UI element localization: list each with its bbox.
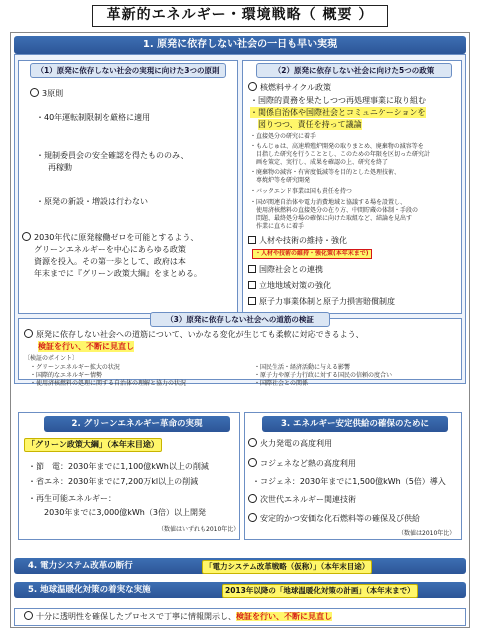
square-bullet-icon bbox=[248, 281, 256, 289]
supply-note: （数値は2010年比） bbox=[398, 530, 456, 537]
principle-item: 再稼動 bbox=[48, 163, 72, 172]
policy-detail: 使用済核燃料の直接処分の在り方、中間貯蔵の体制・手段の bbox=[256, 207, 419, 214]
verification-point: ・原子力や原子力行政に対する国民の信頼の度合い bbox=[254, 372, 393, 379]
supply-item: 火力発電の高度利用 bbox=[248, 438, 332, 449]
green-item: ・節 電：2030年までに1,100億kWh以上の削減 bbox=[28, 462, 209, 471]
power-system-highlight: 「電力システム改革戦略（仮称）」（本年末目途） bbox=[202, 560, 372, 574]
section5-header: 5. 地球温暖化対策の着実な実施 bbox=[14, 582, 466, 598]
footer-line: 十分に透明性を確保したプロセスで丁寧に情報開示し、検証を行い、不断に見直し bbox=[24, 611, 332, 622]
green-item: 2030年までに3,000億kWh（3倍）以上開発 bbox=[44, 508, 206, 517]
policy-detail: 作業に直ちに着手 bbox=[256, 223, 305, 230]
verification-point: ・グリーンエネルギー拡大の状況 bbox=[30, 364, 120, 371]
circle-bullet-icon bbox=[24, 329, 33, 338]
section3-header: 3. エネルギー安定供給の確保のために bbox=[262, 416, 448, 432]
goal-line: グリーンエネルギーを中心にあらゆる政策 bbox=[34, 245, 186, 254]
verification-highlight: 検証を行い、不断に見直し bbox=[38, 342, 134, 351]
supply-item: 安定的かつ安価な化石燃料等の確保及び供給 bbox=[248, 513, 420, 524]
circle-bullet-icon bbox=[248, 458, 257, 467]
goal-line: 資源を投入。その第一歩として、政府は本 bbox=[34, 257, 186, 266]
policy-detail: 画を策定、実行し、成果を確認の上、研究を終了 bbox=[256, 159, 389, 166]
section2-header: 2. グリーンエネルギー革命の実現 bbox=[44, 416, 230, 432]
square-bullet-icon bbox=[248, 265, 256, 273]
supply-item: 次世代エネルギー関連技術 bbox=[248, 494, 356, 505]
square-bullet-icon bbox=[248, 236, 256, 244]
circle-bullet-icon bbox=[248, 513, 257, 522]
policy-detail: ・国が関連自治体や電力消費地域と協議する場を設置し、 bbox=[250, 199, 407, 206]
goal-line: 2030年代に原発稼働ゼロを可能とするよう、 bbox=[22, 232, 198, 243]
principle-item: ・規制委員会の安全確認を得たもののみ、 bbox=[36, 151, 189, 160]
verification-point: ・国際的なエネルギー情勢 bbox=[30, 372, 103, 379]
page-title: 革新的エネルギー・環境戦略（ 概要 ） bbox=[92, 5, 388, 27]
policy-line: ・国際的責務を果たしつつ再処理事業に取り組む bbox=[250, 96, 426, 105]
circle-bullet-icon bbox=[248, 494, 257, 503]
circle-bullet-icon bbox=[24, 611, 33, 620]
policy-detail: 目指した研究を行うこととし、このための年限を区切った研究計 bbox=[256, 151, 431, 158]
verification-point: ・国際社会との関係 bbox=[254, 380, 309, 387]
green-item: ・再生可能エネルギー： bbox=[28, 494, 116, 503]
policy-heading: 人材や技術の維持・強化 bbox=[248, 235, 347, 246]
policy-detail: ・バックエンド事業は国も責任を持つ bbox=[250, 188, 352, 195]
principle-item: ・40年運転制限制を厳格に適用 bbox=[36, 113, 151, 122]
circle-bullet-icon bbox=[248, 438, 257, 447]
policy-detail: 専焼炉等を研究開発 bbox=[256, 177, 311, 184]
policy-highlight: ・人材や技術の維持・強化策(本年末まで) bbox=[252, 249, 372, 259]
section1-header: 1. 原発に依存しない社会の一日も早い実現 bbox=[14, 36, 466, 54]
circle-bullet-icon bbox=[30, 88, 39, 97]
section4-header: 4. 電力システム改革の断行 bbox=[14, 558, 466, 574]
goal-line: 年末までに『グリーン政策大綱』をまとめる。 bbox=[34, 269, 202, 278]
principles-label: 3原則 bbox=[30, 88, 63, 99]
policy-detail: ・廃棄物の減容・有害度低減等を目的とした処理技術、 bbox=[250, 169, 401, 176]
green-note: （数値はいずれも2010年比） bbox=[158, 526, 240, 533]
policy-heading: 立地地域対策の強化 bbox=[248, 280, 331, 291]
supply-item: ・コジェネ：2030年までに1,500億kWh（5倍）導入 bbox=[252, 477, 446, 486]
policy-heading: 原子力事業体制と原子力損害賠償制度 bbox=[248, 296, 395, 307]
policy-heading: 核燃料サイクル政策 bbox=[248, 82, 331, 93]
principles-title: （1）原発に依存しない社会の実現に向けた3つの原則 bbox=[30, 63, 226, 78]
verification-title: （3）原発に依存しない社会への道筋の検証 bbox=[150, 312, 330, 327]
verification-points-label: 〔検証のポイント〕 bbox=[24, 355, 79, 362]
verification-point: ・使用済核燃料の処理に関する自治体の理解と協力の状況 bbox=[30, 380, 187, 387]
circle-bullet-icon bbox=[248, 82, 257, 91]
policy-detail: ・直接処分の研究に着手 bbox=[250, 133, 317, 140]
circle-bullet-icon bbox=[22, 232, 31, 241]
policies-title: （2）原発に依存しない社会に向けた5つの政策 bbox=[256, 63, 452, 78]
policy-line: ・関係自治体や国際社会とコミュニケーションを bbox=[250, 108, 426, 117]
verification-point: ・国民生活・経済活動に与える影響 bbox=[254, 364, 351, 371]
green-item: ・省エネ：2030年までに7,200万kl以上の削減 bbox=[28, 477, 199, 486]
square-bullet-icon bbox=[248, 297, 256, 305]
supply-item: コジェネなど熱の高度利用 bbox=[248, 458, 356, 469]
climate-plan-highlight: 2013年以降の「地球温暖化対策の計画」（本年末まで） bbox=[222, 584, 418, 598]
footer-highlight: 検証を行い、不断に見直し bbox=[236, 612, 332, 621]
policy-detail: 問題、最終処分場の確保に向けた取組など、結論を見出す bbox=[256, 215, 413, 222]
policy-heading: 国際社会との連携 bbox=[248, 264, 323, 275]
policy-line: 図りつつ、責任を持って議論 bbox=[258, 120, 362, 129]
green-policy-highlight: 「グリーン政策大綱」（本年末目途） bbox=[24, 438, 162, 452]
verification-line: 原発に依存しない社会への道筋について、いかなる変化が生じても柔軟に対応できるよう、 bbox=[24, 329, 364, 340]
policy-detail: ・もんじゅは、高速増殖炉開発の取りまとめ、廃棄物の減容等を bbox=[250, 143, 424, 150]
principle-item: ・原発の新設・増設は行わない bbox=[36, 197, 148, 206]
